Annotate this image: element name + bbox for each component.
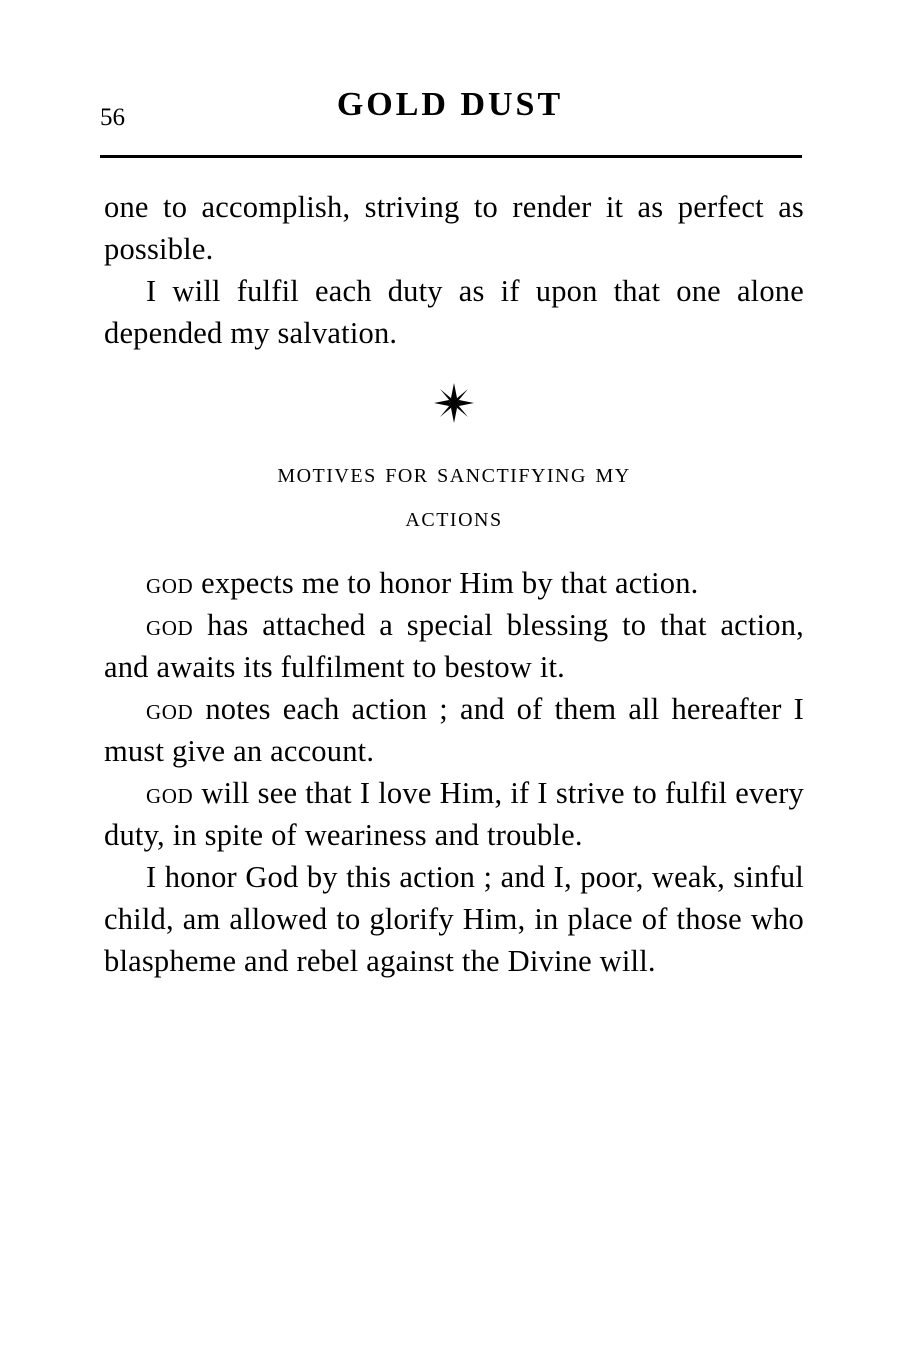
paragraph-text: expects me to honor Him by that action. [193,566,699,600]
running-title: GOLD DUST [336,86,564,123]
paragraph: I will fulfil each duty as if upon that one alone depended my salvation. [104,274,804,350]
text-column [104,186,804,982]
section-heading [104,452,804,540]
paragraph [104,688,804,772]
paragraph-text: will see that I love Him, if I strive to fulfil every duty, in spite of weariness and trouble. [104,776,804,852]
paragraph [104,562,804,604]
paragraph [104,856,804,982]
floral-asterisk-ornament [104,380,804,430]
small-caps-lead-word: god [146,566,194,600]
header-rule-divider [100,155,802,158]
section-heading-line-1: motives for sanctifying my [277,458,631,489]
paragraph: one to accomplish, striving to render it as perfect as possible. [104,190,804,266]
paragraph-text: notes each action ; and of them all hereafter I must give an account. [104,692,804,768]
page-number: 56 [100,104,125,131]
paragraph [104,772,804,856]
paragraph-text: I honor God by this action ; and I, poor, weak, sinful child, am allowed to glorify Him, in place of those who blaspheme and rebel against the Divine will. [104,860,804,978]
paragraph-text: has attached a special blessing to that action, and awaits its fulfilment to bestow it. [104,608,804,684]
section-heading-line-2: actions [405,502,503,533]
small-caps-lead-word: god [146,776,194,810]
small-caps-lead-word: god [146,608,194,642]
small-caps-lead-word: god [146,692,194,726]
page-header [100,86,800,142]
paragraph [104,604,804,688]
